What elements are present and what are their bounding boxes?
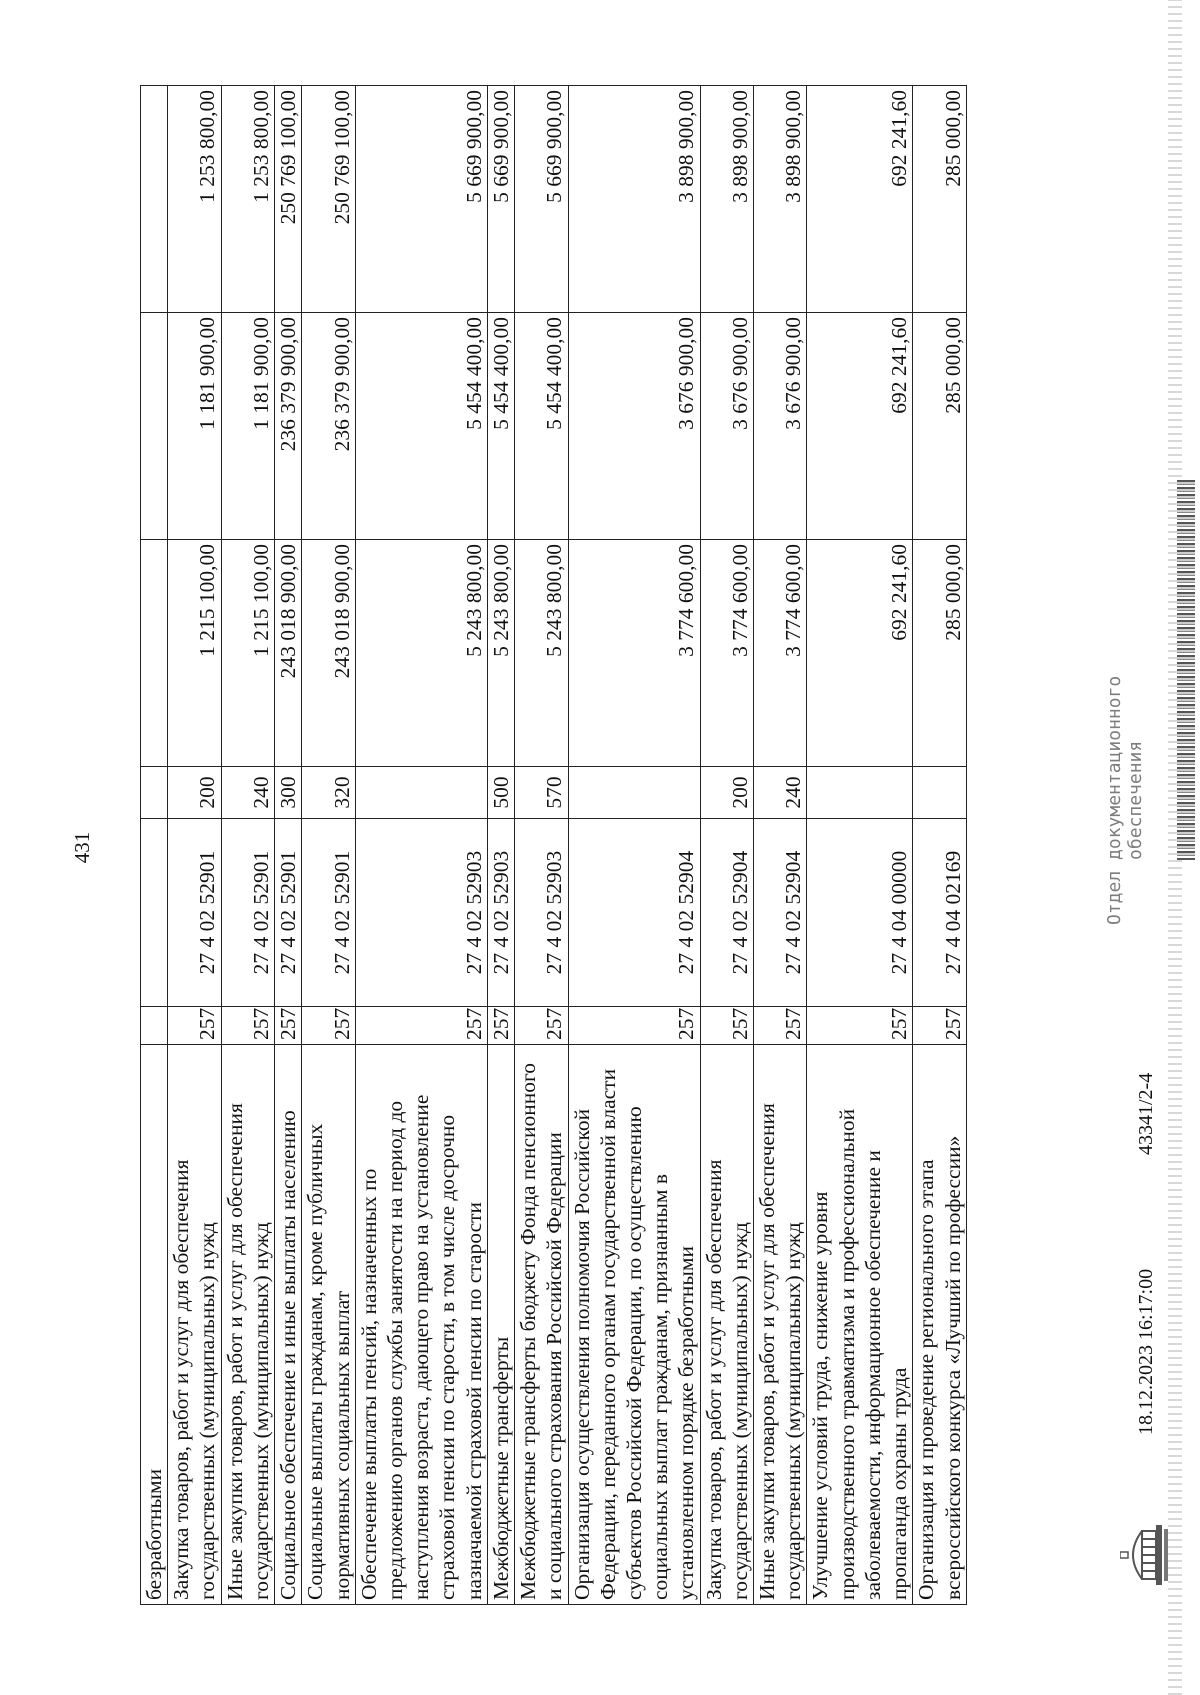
row-amount-2025-cell: 5 669 900,00 [487, 86, 514, 313]
row-admin-code-cell: 257 [355, 1007, 487, 1045]
row-expense-type-cell: 300 [275, 767, 302, 819]
row-amount-2024-cell: 3 676 900,00 [754, 313, 807, 540]
row-name-cell: Межбюджетные трансферты бюджету Фонда пенсионного и социального страхования Российской Федерации [515, 1045, 568, 1605]
row-admin-code-cell: 257 [275, 1007, 302, 1045]
row-admin-code-cell: 257 [168, 1007, 221, 1045]
row-admin-code-cell [141, 1007, 168, 1045]
row-amount-2023-cell: 5 243 800,00 [487, 540, 514, 767]
row-admin-code-cell: 257 [568, 1007, 700, 1045]
row-amount-2024-cell: 5 454 400,00 [355, 313, 487, 540]
table-row [913, 86, 966, 1605]
table-row [221, 86, 274, 1605]
row-target-article-cell [141, 819, 168, 1007]
row-admin-code-cell: 257 [515, 1007, 568, 1045]
row-target-article-cell: 27 4 02 52901 [275, 819, 302, 1007]
row-amount-2025-cell: 250 769 100,00 [302, 86, 355, 313]
row-amount-2023-cell: 1 215 100,00 [221, 540, 274, 767]
footer-registration-code: 43341/2-4 [1135, 1072, 1157, 1155]
row-amount-2024-cell: 3 676 900,00 [700, 313, 753, 540]
row-amount-2025-cell: 3 898 900,00 [568, 86, 700, 313]
row-amount-2024-cell: 236 379 900,00 [275, 313, 302, 540]
table-row [807, 86, 913, 1605]
row-amount-2024-cell: 285 000,00 [913, 313, 966, 540]
row-amount-2023-cell: 3 774 600,00 [568, 540, 700, 767]
row-name-cell: Организация и проведение регионального этапа всероссийского конкурса «Лучший по профессии» [913, 1045, 966, 1605]
row-amount-2025-cell: 1 253 800,00 [221, 86, 274, 313]
table-row [700, 86, 753, 1605]
row-expense-type-cell: 320 [302, 767, 355, 819]
table-row [141, 86, 168, 1605]
row-expense-type-cell [568, 767, 700, 819]
row-name-cell: Улучшение условий труда, снижение уровня производственного травматизма и профессиональной заболеваемости, информационное обеспечение и пропаганда охраны труда [807, 1045, 913, 1605]
row-admin-code-cell: 257 [487, 1007, 514, 1045]
row-name-cell: Иные закупки товаров, работ и услуг для обеспечения государственных (муниципальных) нужд [221, 1045, 274, 1605]
table-row [515, 86, 568, 1605]
row-expense-type-cell: 240 [754, 767, 807, 819]
row-expense-type-cell [913, 767, 966, 819]
row-amount-2025-cell: 692 241,60 [807, 86, 913, 313]
row-amount-2024-cell: 1 181 900,00 [168, 313, 221, 540]
page-number: 431 [70, 831, 94, 864]
row-amount-2023-cell: 243 018 900,00 [302, 540, 355, 767]
row-amount-2023-cell [141, 540, 168, 767]
row-target-article-cell: 27 4 02 52901 [168, 819, 221, 1007]
table-row [355, 86, 487, 1605]
table-body [141, 86, 967, 1605]
row-expense-type-cell: 200 [168, 767, 221, 819]
row-amount-2024-cell: 692 241,60 [807, 313, 913, 540]
row-expense-type-cell: 240 [221, 767, 274, 819]
row-amount-2024-cell: 3 676 900,00 [568, 313, 700, 540]
row-amount-2023-cell: 1 215 100,00 [168, 540, 221, 767]
row-amount-2024-cell: 5 454 400,00 [487, 313, 514, 540]
row-target-article-cell: 27 4 02 52904 [568, 819, 700, 1007]
row-amount-2024-cell [141, 313, 168, 540]
row-name-cell: безработными [141, 1045, 168, 1605]
table-row [487, 86, 514, 1605]
row-amount-2025-cell: 5 669 900,00 [515, 86, 568, 313]
row-amount-2023-cell: 243 018 900,00 [275, 540, 302, 767]
stamp-line-1: Отдел документационного [1104, 675, 1125, 925]
row-target-article-cell: 27 4 02 52904 [700, 819, 753, 1007]
row-amount-2025-cell [141, 86, 168, 313]
row-name-cell: Закупка товаров, работ и услуг для обеспечения государственных (муниципальных) нужд [700, 1045, 753, 1605]
table-row [754, 86, 807, 1605]
row-expense-type-cell [141, 767, 168, 819]
table-row [275, 86, 302, 1605]
row-target-article-cell: 27 4 02 52901 [221, 819, 274, 1007]
scan-artifact-strip [1177, 480, 1195, 860]
row-amount-2023-cell: 3 774 600,00 [700, 540, 753, 767]
row-amount-2023-cell: 285 000,00 [913, 540, 966, 767]
row-amount-2023-cell: 692 241,60 [807, 540, 913, 767]
row-target-article-cell: 27 4 04 02169 [913, 819, 966, 1007]
row-amount-2023-cell: 3 774 600,00 [754, 540, 807, 767]
row-amount-2024-cell: 1 181 900,00 [221, 313, 274, 540]
row-name-cell: Обеспечение выплаты пенсий, назначенных по предложению органов службы занятости на период до наступления возраста, дающего право на установление страховой пенсии по старости, в том числе досрочно назначаемой страховой пенсии по старости [355, 1045, 487, 1605]
row-amount-2025-cell: 5 669 900,00 [355, 86, 487, 313]
row-expense-type-cell [807, 767, 913, 819]
row-admin-code-cell: 257 [302, 1007, 355, 1045]
row-expense-type-cell: 500 [487, 767, 514, 819]
row-amount-2023-cell: 5 243 800,00 [355, 540, 487, 767]
row-amount-2024-cell: 236 379 900,00 [302, 313, 355, 540]
row-admin-code-cell: 257 [913, 1007, 966, 1045]
row-name-cell: Социальные выплаты гражданам, кроме публичных нормативных социальных выплат [302, 1045, 355, 1605]
stamp-line-2: обеспечения [1124, 740, 1146, 860]
row-target-article-cell: 27 4 04 00000 [807, 819, 913, 1007]
row-amount-2025-cell: 3 898 900,00 [754, 86, 807, 313]
row-expense-type-cell: 570 [515, 767, 568, 819]
row-amount-2023-cell: 5 243 800,00 [515, 540, 568, 767]
row-name-cell: Межбюджетные трансферты [487, 1045, 514, 1605]
row-target-article-cell: 27 4 02 52903 [355, 819, 487, 1007]
row-amount-2025-cell: 1 253 800,00 [168, 86, 221, 313]
table-row [568, 86, 700, 1605]
row-target-article-cell: 27 4 02 52903 [515, 819, 568, 1007]
footer-date: 18.12.2023 16:17:00 [1135, 1268, 1157, 1435]
row-admin-code-cell: 257 [807, 1007, 913, 1045]
row-expense-type-cell [355, 767, 487, 819]
row-amount-2024-cell: 5 454 400,00 [515, 313, 568, 540]
row-name-cell: Закупка товаров, работ и услуг для обеспечения государственных (муниципальных) нужд [168, 1045, 221, 1605]
row-admin-code-cell: 257 [700, 1007, 753, 1045]
row-amount-2025-cell: 3 898 900,00 [700, 86, 753, 313]
row-admin-code-cell: 257 [754, 1007, 807, 1045]
row-amount-2025-cell: 250 769 100,00 [275, 86, 302, 313]
row-name-cell: Социальное обеспечение и иные выплаты населению [275, 1045, 302, 1605]
row-expense-type-cell: 200 [700, 767, 753, 819]
table-row [168, 86, 221, 1605]
row-target-article-cell: 27 4 02 52903 [487, 819, 514, 1007]
row-target-article-cell: 27 4 02 52904 [754, 819, 807, 1007]
duma-emblem-icon [1120, 1515, 1172, 1595]
row-name-cell: Организация осуществления полномочия Российской Федерации, переданного органам государственной власти субъектов Российской Федерации, по осуществлению социальных выплат гражданам, признанным в установленном порядке безработными [568, 1045, 700, 1605]
row-admin-code-cell: 257 [221, 1007, 274, 1045]
row-amount-2025-cell: 285 000,00 [913, 86, 966, 313]
table-row [302, 86, 355, 1605]
budget-table [140, 85, 967, 1605]
row-name-cell: Иные закупки товаров, работ и услуг для обеспечения государственных (муниципальных) нужд [754, 1045, 807, 1605]
department-stamp [1105, 676, 1146, 925]
row-target-article-cell: 27 4 02 52901 [302, 819, 355, 1007]
